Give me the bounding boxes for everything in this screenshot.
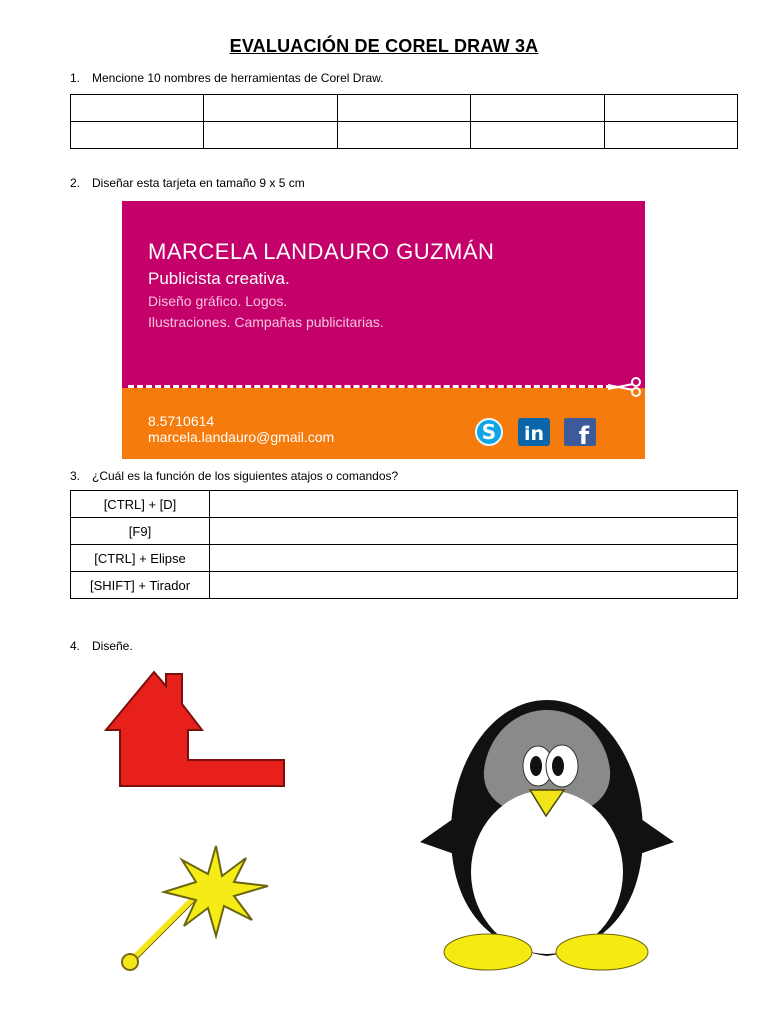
answer-cell[interactable] [471,95,604,122]
tools-answer-table [70,94,738,149]
shortcut-answer-cell[interactable] [210,491,738,518]
table-row [71,545,738,572]
svg-text:f: f [578,422,590,447]
answer-cell[interactable] [337,122,470,149]
linkedin-icon [517,417,551,447]
card-services-line-2: Ilustraciones. Campañas publicitarias. [148,314,384,330]
card-services-line-1: Diseño gráfico. Logos. [148,293,288,309]
shortcut-key: [SHIFT] + Tirador [71,572,210,599]
answer-cell[interactable] [604,95,737,122]
penguin-right-foot [556,934,648,970]
card-phone: 8.5710614 [148,413,215,429]
table-row [71,95,738,122]
card-name: MARCELA LANDAURO GUZMÁN [148,239,495,264]
scissors-icon [606,377,642,397]
answer-cell[interactable] [471,122,604,149]
cut-line [128,385,612,388]
table-row [71,491,738,518]
answer-cell[interactable] [204,95,337,122]
table-row [71,572,738,599]
answer-cell[interactable] [71,95,204,122]
star-wand-shape [112,840,278,980]
card-role: Publicista creativa. [148,269,290,288]
shortcut-key: [CTRL] + Elipse [71,545,210,572]
facebook-icon [563,417,597,447]
page-title: EVALUACIÓN DE COREL DRAW 3A [229,36,539,56]
answer-cell[interactable] [337,95,470,122]
shortcut-answer-cell[interactable] [210,518,738,545]
shortcut-key: [F9] [71,518,210,545]
penguin [418,694,676,980]
table-row [71,122,738,149]
svg-text:in: in [523,423,545,445]
shortcut-answer-cell[interactable] [210,572,738,599]
house-arrow-shape [104,668,288,792]
question-3: 3. ¿Cuál es la función de los siguientes atajos o comandos? [70,469,399,483]
card-email: marcela.landauro@gmail.com [148,429,335,445]
question-4: 4. Diseñe. [70,639,133,653]
table-row [71,518,738,545]
shortcuts-table [70,490,738,599]
answer-cell[interactable] [604,122,737,149]
business-card [122,201,645,459]
skype-icon [472,417,506,447]
shortcut-answer-cell[interactable] [210,545,738,572]
answer-cell[interactable] [204,122,337,149]
penguin-left-foot [444,934,532,970]
svg-text:S: S [481,420,497,444]
shortcut-key: [CTRL] + [D] [71,491,210,518]
question-1: 1. Mencione 10 nombres de herramientas de Corel Draw. [70,71,384,85]
question-2: 2. Diseñar esta tarjeta en tamaño 9 x 5 cm [70,176,305,190]
answer-cell[interactable] [71,122,204,149]
